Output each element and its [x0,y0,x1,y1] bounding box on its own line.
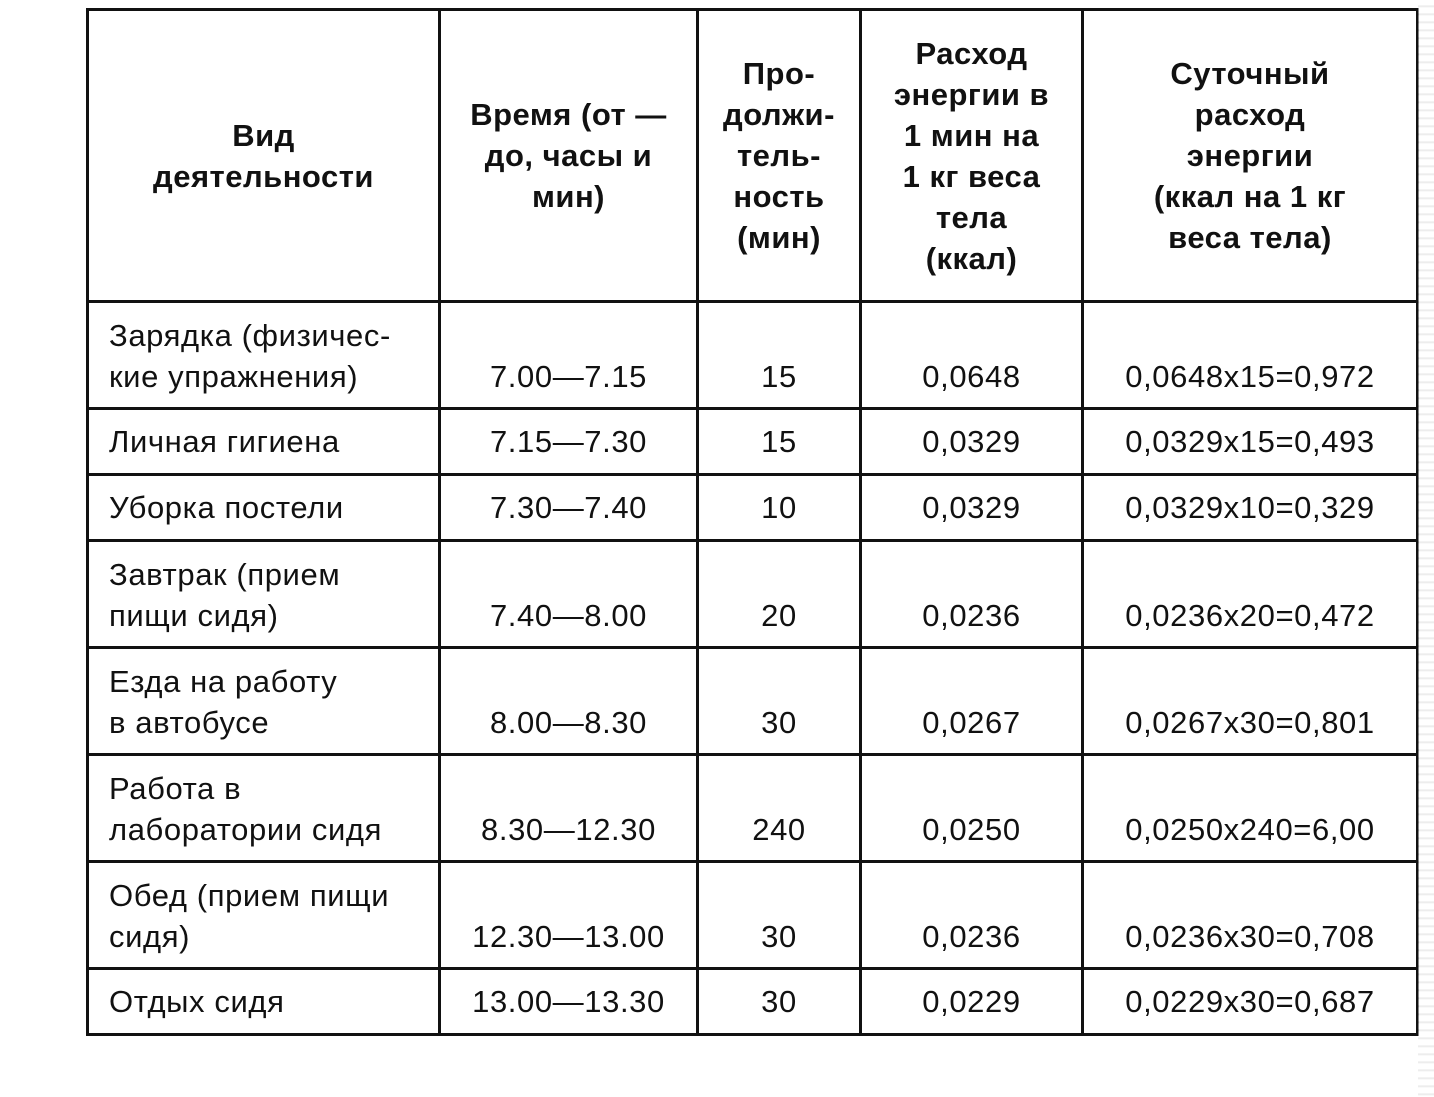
cell-activity: Завтрак (прием пищи сидя) [88,541,440,648]
cell-activity: Обед (прием пищи сидя) [88,862,440,969]
cell-activity: Личная гигиена [88,409,440,475]
header-duration: Про- должи- тель- ность (мин) [698,10,861,302]
cell-time: 8.00—8.30 [440,648,698,755]
header-rate: Расход энергии в 1 мин на 1 кг веса тела (ккал) [861,10,1083,302]
cell-rate: 0,0236 [861,862,1083,969]
cell-daily-total: 0,0648х15=0,972 [1083,302,1418,409]
table-row [88,541,1418,648]
cell-time: 7.40—8.00 [440,541,698,648]
cell-duration: 30 [698,862,861,969]
cell-duration: 30 [698,969,861,1035]
cell-rate: 0,0267 [861,648,1083,755]
cell-rate: 0,0229 [861,969,1083,1035]
cell-rate: 0,0329 [861,475,1083,541]
header-activity: Вид деятельности [88,10,440,302]
cell-daily-total: 0,0329х10=0,329 [1083,475,1418,541]
cell-activity: Езда на работу в автобусе [88,648,440,755]
cell-activity: Зарядка (физичес- кие упражнения) [88,302,440,409]
table-row [88,302,1418,409]
scan-edge-artifact [1418,0,1434,1097]
cell-time: 7.30—7.40 [440,475,698,541]
cell-time: 12.30—13.00 [440,862,698,969]
cell-time: 7.15—7.30 [440,409,698,475]
cell-daily-total: 0,0250х240=6,00 [1083,755,1418,862]
table-row [88,409,1418,475]
cell-duration: 10 [698,475,861,541]
cell-activity: Уборка постели [88,475,440,541]
cell-daily-total: 0,0229х30=0,687 [1083,969,1418,1035]
cell-rate: 0,0648 [861,302,1083,409]
cell-time: 8.30—12.30 [440,755,698,862]
cell-rate: 0,0236 [861,541,1083,648]
cell-daily-total: 0,0267х30=0,801 [1083,648,1418,755]
header-row [88,10,1418,302]
table-row [88,862,1418,969]
header-daily-total: Суточный расход энергии (ккал на 1 кг веса тела) [1083,10,1418,302]
cell-daily-total: 0,0329х15=0,493 [1083,409,1418,475]
table-row [88,475,1418,541]
cell-time: 7.00—7.15 [440,302,698,409]
cell-daily-total: 0,0236х20=0,472 [1083,541,1418,648]
cell-activity: Работа в лаборатории сидя [88,755,440,862]
table-row [88,755,1418,862]
table-row [88,969,1418,1035]
cell-duration: 30 [698,648,861,755]
cell-daily-total: 0,0236х30=0,708 [1083,862,1418,969]
cell-duration: 20 [698,541,861,648]
header-time: Время (от — до, часы и мин) [440,10,698,302]
table-body [88,302,1418,1035]
energy-expenditure-table [86,8,1419,1036]
cell-rate: 0,0250 [861,755,1083,862]
table-header [88,10,1418,302]
cell-duration: 15 [698,409,861,475]
table-row [88,648,1418,755]
cell-duration: 15 [698,302,861,409]
cell-activity: Отдых сидя [88,969,440,1035]
cell-duration: 240 [698,755,861,862]
cell-rate: 0,0329 [861,409,1083,475]
cell-time: 13.00—13.30 [440,969,698,1035]
